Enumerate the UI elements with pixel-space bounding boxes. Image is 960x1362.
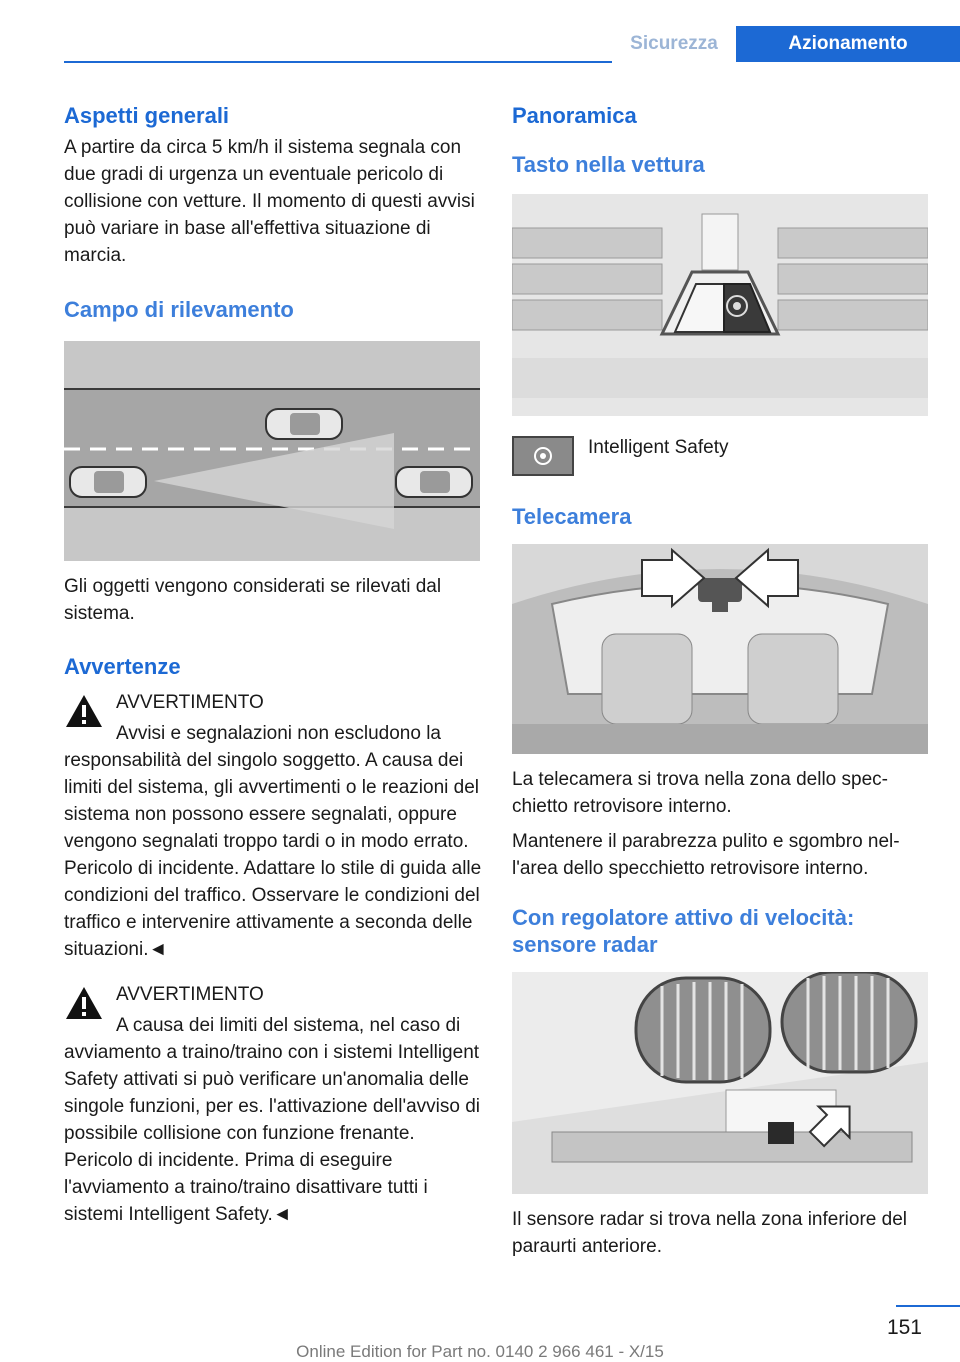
footer-rule [896,1305,960,1307]
warning-triangle-icon [64,693,104,729]
avvertenze-heading: Avvertenze [64,654,181,679]
telecamera-heading: Telecamera [512,504,632,529]
camera-location-figure [512,544,928,754]
tab-azionamento[interactable]: Azionamento [736,26,960,62]
left-column [64,100,482,1228]
header-rule [64,61,612,63]
warning-2-text: A causa dei limiti del sistema, nel caso di avviamento a traino/traino con i sistemi Intelligent Safety attivati si può verificare un'anomalia delle singole funzioni, per es. l'attivazione dell'avviso di possibile collisione con funzione frenante. Pericolo di incidente. Prima di eseguire l'avviamento a traino/traino disattivare tutti i sistemi Intelligent Safety.◄ [64,1015,480,1225]
footer-edition: Online Edition for Part no. 0140 2 966 461 - X/15 [296,1342,664,1361]
page-number: 151 [886,1316,922,1339]
car-left [70,467,146,497]
radar-text: Il sensore radar si trova nella zona inferiore del paraurti anteriore. [512,1209,907,1257]
car-top [266,409,342,439]
warning-block-2 [64,981,482,1012]
aspetti-generali-text: A partire da circa 5 km/h il sistema segnala con due gradi di urgenza un eventuale pericolo di collisione con vetture. Il momento di questi avvisi può variare in base all'effettiva situazione di marcia. [64,137,475,266]
warning-1-text: Avvisi e segnalazioni non escludono la responsabilità del singolo soggetto. A causa dei limiti del sistema, gli avvertimenti o le reazioni del sistema non possono essere segnalati, oppure vengono segnalati troppo tardi o in modo errato. Pericolo di incidente. Adattare lo stile di guida alle condizioni del traffico. Osservare le condizioni del traffico e intervenire attivamente a seconda delle situazioni.◄ [64,723,482,960]
detection-range-figure [64,341,480,561]
tab-sicurezza[interactable]: Sicurezza [630,33,718,54]
intelligent-safety-label: Intelligent Safety [588,437,729,458]
tasto-vettura-heading: Tasto nella vettura [512,152,705,177]
telecamera-text-2: Mantenere il parabrezza pulito e sgombro nell'area dello specchietto retrovisore interno. [512,831,900,879]
panoramica-heading: Panoramica [512,103,637,128]
campo-rilevamento-heading: Campo di rilevamento [64,297,294,322]
intelligent-safety-button-row [512,436,928,478]
right-column [512,100,928,1260]
warning-1-title: AVVERTIMENTO [116,692,264,713]
radar-sensor-figure [512,972,928,1194]
warning-2-title: AVVERTIMENTO [116,984,264,1005]
page-header [0,0,960,64]
warning-block-1 [64,689,482,720]
aspetti-generali-heading: Aspetti generali [64,103,230,128]
radar-heading: Con regolatore attivo di velocità: sensore radar [512,905,855,957]
warning-triangle-icon [64,985,104,1021]
campo-rilevamento-caption: Gli oggetti vengono considerati se rilevati dal sistema. [64,576,442,624]
telecamera-text-1: La telecamera si trova nella zona dello specchietto retrovisore interno. [512,769,888,817]
button-panel-figure [512,194,928,416]
intelligent-safety-button-icon[interactable] [512,436,574,476]
car-right [396,467,472,497]
